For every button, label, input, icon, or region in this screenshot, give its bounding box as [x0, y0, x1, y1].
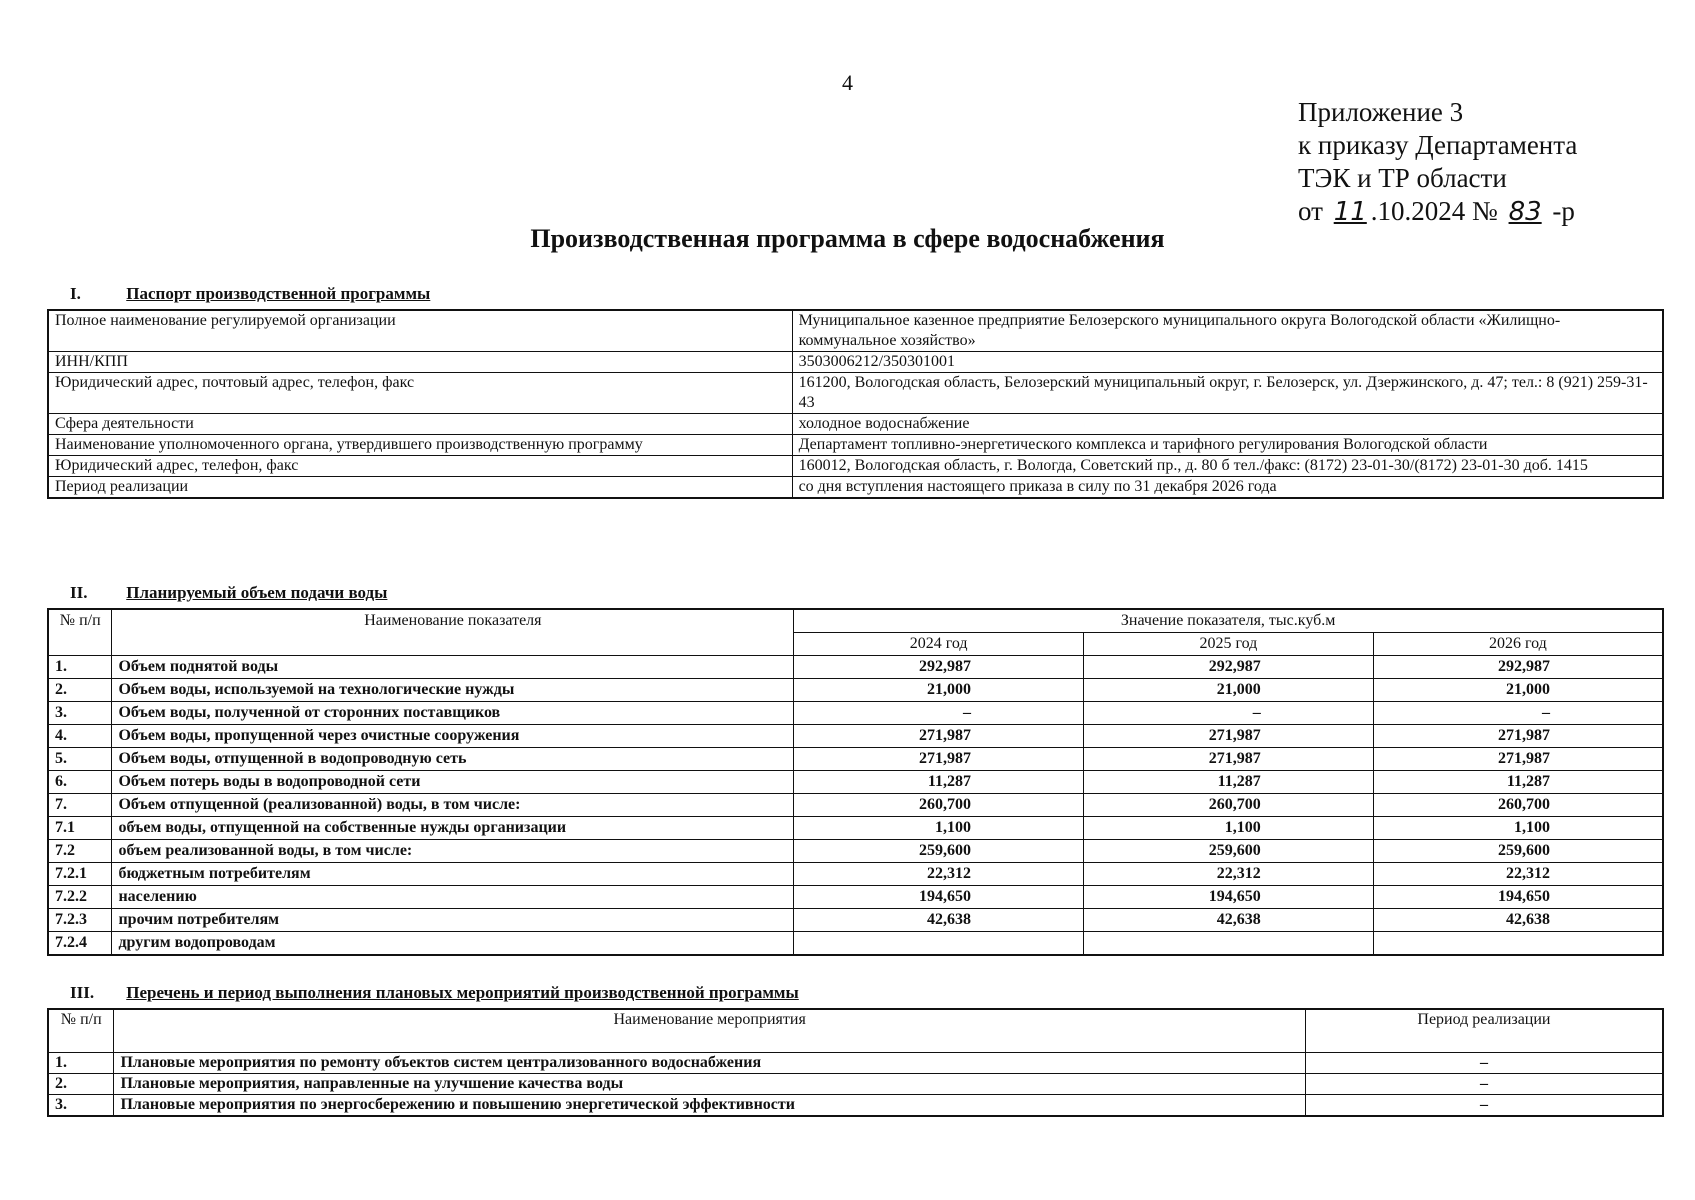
table-row — [48, 932, 1663, 956]
event-name: Плановые мероприятия, направленные на улучшение качества воды — [114, 1074, 1305, 1095]
row-number: 5. — [48, 748, 112, 771]
events-col-period-header: Период реализации — [1305, 1009, 1663, 1053]
value-2024 — [794, 932, 1084, 956]
value-2024: – — [794, 702, 1084, 725]
section-1-number: I. — [70, 284, 81, 303]
table-row — [48, 863, 1663, 886]
row-number: 6. — [48, 771, 112, 794]
section-2-number: II. — [70, 583, 88, 602]
row-number: 7.2.2 — [48, 886, 112, 909]
row-number: 1. — [48, 656, 112, 679]
indicator-name: прочим потребителям — [112, 909, 794, 932]
event-name: Плановые мероприятия по ремонту объектов систем централизованного водоснабжения — [114, 1053, 1305, 1074]
value-2025: 292,987 — [1084, 656, 1374, 679]
event-name: Плановые мероприятия по энергосбережению и повышению энергетической эффективности — [114, 1095, 1305, 1117]
value-2026: 259,600 — [1373, 840, 1663, 863]
indicator-name: Объем воды, используемой на технологические нужды — [112, 679, 794, 702]
section-1-heading — [70, 284, 430, 304]
value-2026: 11,287 — [1373, 771, 1663, 794]
value-2024: 21,000 — [794, 679, 1084, 702]
section-1-title: Паспорт производственной программы — [126, 284, 431, 303]
row-number: 7.2.1 — [48, 863, 112, 886]
appendix-line-3: ТЭК и ТР области — [1298, 163, 1507, 193]
appendix-block — [1298, 96, 1577, 229]
passport-value: Департамент топливно-энергетического комплекса и тарифного регулирования Вологодской области — [792, 435, 1663, 456]
water-volume-table — [47, 608, 1664, 956]
value-2026: 271,987 — [1373, 748, 1663, 771]
value-2024: 259,600 — [794, 840, 1084, 863]
handwritten-number: 83 — [1508, 197, 1542, 227]
passport-label: Юридический адрес, телефон, факс — [48, 456, 792, 477]
value-2025: 259,600 — [1084, 840, 1374, 863]
value-2025: 11,287 — [1084, 771, 1374, 794]
indicator-name: Объем воды, отпущенной в водопроводную сеть — [112, 748, 794, 771]
table-row — [48, 771, 1663, 794]
value-2026: 260,700 — [1373, 794, 1663, 817]
value-2025: 1,100 — [1084, 817, 1374, 840]
passport-label: Период реализации — [48, 477, 792, 499]
table-row — [48, 679, 1663, 702]
value-2024: 22,312 — [794, 863, 1084, 886]
passport-label: Сфера деятельности — [48, 414, 792, 435]
passport-value: Муниципальное казенное предприятие Белозерского муниципального округа Вологодской области «Жилищно-коммунальное хозяйство» — [792, 310, 1663, 352]
col-year-2024: 2024 год — [794, 633, 1084, 656]
value-2025: 21,000 — [1084, 679, 1374, 702]
row-number: 7.1 — [48, 817, 112, 840]
passport-table — [47, 309, 1664, 499]
value-2026: 194,650 — [1373, 886, 1663, 909]
indicator-name: населению — [112, 886, 794, 909]
passport-row — [48, 373, 1663, 414]
section-2-title: Планируемый объем подачи воды — [126, 583, 388, 602]
table-row — [48, 817, 1663, 840]
indicator-name: объем реализованной воды, в том числе: — [112, 840, 794, 863]
events-col-name-header: Наименование мероприятия — [114, 1009, 1305, 1053]
event-number: 1. — [48, 1053, 114, 1074]
value-2026: – — [1373, 702, 1663, 725]
event-number: 2. — [48, 1074, 114, 1095]
passport-value: 161200, Вологодская область, Белозерский муниципальный округ, г. Белозерск, ул. Дзержинского, д. 47; тел.: 8 (921) 259-31-43 — [792, 373, 1663, 414]
value-2024: 1,100 — [794, 817, 1084, 840]
indicator-name: Объем воды, пропущенной через очистные сооружения — [112, 725, 794, 748]
indicator-name: Объем воды, полученной от сторонних поставщиков — [112, 702, 794, 725]
indicator-name: Объем поднятой воды — [112, 656, 794, 679]
table-row — [48, 1095, 1663, 1117]
value-2025: 42,638 — [1084, 909, 1374, 932]
date-prefix: от — [1298, 196, 1323, 226]
passport-row — [48, 477, 1663, 499]
value-2025: 271,987 — [1084, 725, 1374, 748]
appendix-line-2: к приказу Департамента — [1298, 130, 1578, 160]
indicator-name: Объем потерь воды в водопроводной сети — [112, 771, 794, 794]
event-period: – — [1305, 1095, 1663, 1117]
event-period: – — [1305, 1053, 1663, 1074]
value-2024: 292,987 — [794, 656, 1084, 679]
col-value-header: Значение показателя, тыс.куб.м — [794, 609, 1663, 633]
col-indicator-header: Наименование показателя — [112, 609, 794, 656]
table-row — [48, 909, 1663, 932]
indicator-name: Объем отпущенной (реализованной) воды, в том числе: — [112, 794, 794, 817]
passport-label: Юридический адрес, почтовый адрес, телефон, факс — [48, 373, 792, 414]
row-number: 4. — [48, 725, 112, 748]
value-2026: 292,987 — [1373, 656, 1663, 679]
table-row — [48, 748, 1663, 771]
table-row — [48, 702, 1663, 725]
passport-row — [48, 456, 1663, 477]
events-table — [47, 1008, 1664, 1117]
value-2026: 22,312 — [1373, 863, 1663, 886]
passport-label: Наименование уполномоченного органа, утвердившего производственную программу — [48, 435, 792, 456]
value-2025: 22,312 — [1084, 863, 1374, 886]
value-2026: 271,987 — [1373, 725, 1663, 748]
passport-row — [48, 435, 1663, 456]
appendix-line-1: Приложение 3 — [1298, 97, 1464, 127]
col-year-2026: 2026 год — [1373, 633, 1663, 656]
passport-value: 160012, Вологодская область, г. Вологда, Советский пр., д. 80 б тел./факс: (8172) 23-01-30/(8172) 23-01-30 доб. 1415 — [792, 456, 1663, 477]
value-2025: 260,700 — [1084, 794, 1374, 817]
value-2024: 194,650 — [794, 886, 1084, 909]
events-col-number-header: № п/п — [48, 1009, 114, 1053]
value-2024: 260,700 — [794, 794, 1084, 817]
passport-value: холодное водоснабжение — [792, 414, 1663, 435]
indicator-name: бюджетным потребителям — [112, 863, 794, 886]
passport-value: 3503006212/350301001 — [792, 352, 1663, 373]
row-number: 7.2.3 — [48, 909, 112, 932]
row-number: 3. — [48, 702, 112, 725]
value-2024: 11,287 — [794, 771, 1084, 794]
number-suffix: -р — [1552, 196, 1575, 226]
value-2024: 42,638 — [794, 909, 1084, 932]
page-number: 4 — [842, 70, 853, 95]
row-number: 7. — [48, 794, 112, 817]
value-2025: 194,650 — [1084, 886, 1374, 909]
table-row — [48, 656, 1663, 679]
row-number: 7.2.4 — [48, 932, 112, 956]
table-row — [48, 794, 1663, 817]
indicator-name: другим водопроводам — [112, 932, 794, 956]
date-rest: .10.2024 № — [1370, 196, 1498, 226]
value-2026: 21,000 — [1373, 679, 1663, 702]
value-2026: 42,638 — [1373, 909, 1663, 932]
document-title: Производственная программа в сфере водоснабжения — [530, 224, 1165, 253]
section-2-heading — [70, 583, 387, 603]
row-number: 2. — [48, 679, 112, 702]
event-number: 3. — [48, 1095, 114, 1117]
table-row — [48, 886, 1663, 909]
passport-row — [48, 352, 1663, 373]
passport-row — [48, 310, 1663, 352]
value-2025 — [1084, 932, 1374, 956]
passport-row — [48, 414, 1663, 435]
event-period: – — [1305, 1074, 1663, 1095]
passport-label: Полное наименование регулируемой организации — [48, 310, 792, 352]
value-2026 — [1373, 932, 1663, 956]
section-3-number: III. — [70, 983, 95, 1002]
row-number: 7.2 — [48, 840, 112, 863]
value-2025: – — [1084, 702, 1374, 725]
value-2025: 271,987 — [1084, 748, 1374, 771]
value-2024: 271,987 — [794, 748, 1084, 771]
table-row — [48, 725, 1663, 748]
indicator-name: объем воды, отпущенной на собственные нужды организации — [112, 817, 794, 840]
table-row — [48, 1053, 1663, 1074]
table-row — [48, 840, 1663, 863]
handwritten-day: 11 — [1333, 197, 1367, 227]
section-3-title: Перечень и период выполнения плановых мероприятий производственной программы — [126, 983, 799, 1002]
table-row — [48, 1074, 1663, 1095]
value-2024: 271,987 — [794, 725, 1084, 748]
passport-label: ИНН/КПП — [48, 352, 792, 373]
passport-value: со дня вступления настоящего приказа в силу по 31 декабря 2026 года — [792, 477, 1663, 499]
col-year-2025: 2025 год — [1084, 633, 1374, 656]
value-2026: 1,100 — [1373, 817, 1663, 840]
col-number-header: № п/п — [48, 609, 112, 656]
section-3-heading — [70, 983, 799, 1003]
